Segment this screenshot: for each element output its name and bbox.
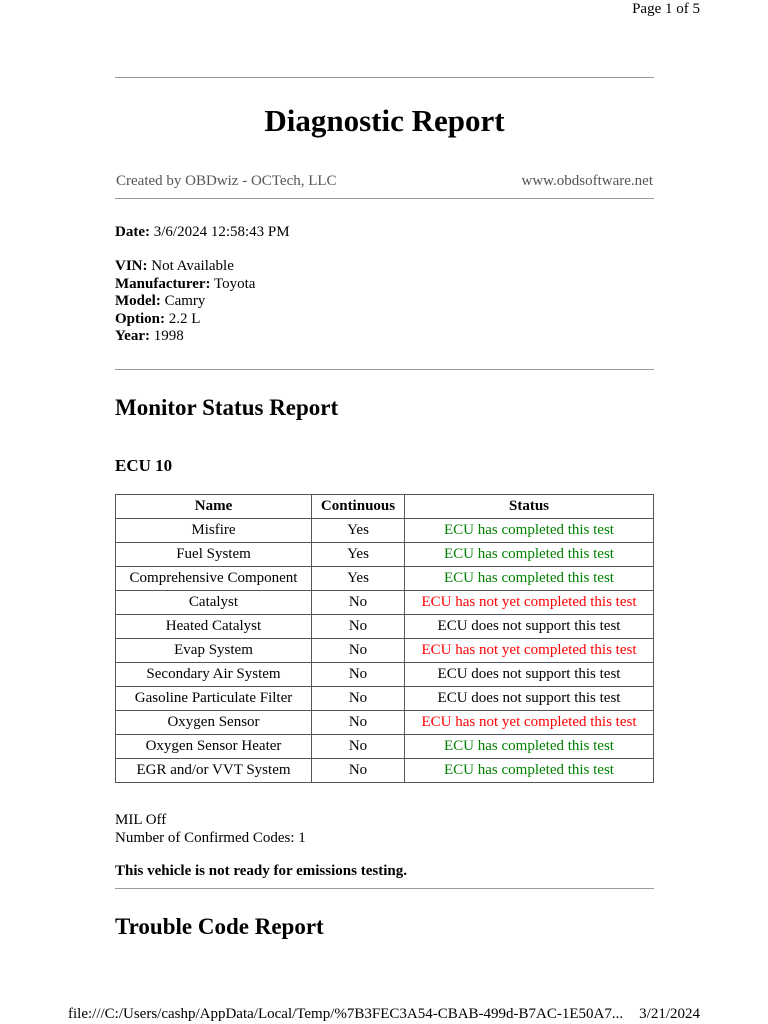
- option-line: [115, 311, 255, 329]
- confirmed-codes-count: Number of Confirmed Codes: 1: [115, 830, 306, 846]
- page-number: Page 1 of 5: [632, 1, 700, 17]
- monitor-divider: [115, 888, 654, 889]
- model-label: Model:: [115, 293, 161, 309]
- manufacturer-line: [115, 276, 255, 294]
- header-divider: [115, 198, 654, 199]
- table-row: [116, 519, 654, 543]
- continuous-cell: No: [312, 639, 405, 663]
- status-cell: ECU does not support this test: [405, 687, 654, 711]
- status-cell: ECU does not support this test: [405, 663, 654, 687]
- monitor-name-cell: Secondary Air System: [116, 663, 312, 687]
- vin-value: Not Available: [151, 258, 234, 274]
- year-value: 1998: [153, 328, 184, 344]
- continuous-cell: Yes: [312, 519, 405, 543]
- ecu-heading: ECU 10: [115, 456, 173, 475]
- readiness-statement: This vehicle is not ready for emissions testing.: [115, 863, 407, 879]
- mil-status: MIL Off: [115, 812, 167, 828]
- continuous-cell: Yes: [312, 567, 405, 591]
- continuous-cell: No: [312, 759, 405, 783]
- status-cell: ECU has completed this test: [405, 543, 654, 567]
- monitor-name-cell: Fuel System: [116, 543, 312, 567]
- table-row: [116, 759, 654, 783]
- status-cell: ECU has completed this test: [405, 567, 654, 591]
- monitor-name-cell: EGR and/or VVT System: [116, 759, 312, 783]
- trouble-code-heading: Trouble Code Report: [115, 914, 324, 939]
- status-cell: ECU has completed this test: [405, 735, 654, 759]
- table-row: [116, 711, 654, 735]
- website-link[interactable]: www.obdsoftware.net: [521, 173, 653, 189]
- table-row: [116, 615, 654, 639]
- vehicle-info: [115, 258, 255, 346]
- monitor-name-cell: Misfire: [116, 519, 312, 543]
- continuous-cell: No: [312, 735, 405, 759]
- status-cell: ECU does not support this test: [405, 615, 654, 639]
- option-value: 2.2 L: [168, 310, 201, 327]
- date-label: Date:: [115, 224, 150, 240]
- year-line: [115, 328, 255, 346]
- continuous-cell: No: [312, 687, 405, 711]
- table-row: [116, 735, 654, 759]
- continuous-cell: No: [312, 615, 405, 639]
- date-line: [115, 224, 290, 242]
- top-divider: [115, 77, 654, 78]
- model-value: Camry: [164, 293, 206, 309]
- continuous-cell: No: [312, 591, 405, 615]
- table-header-row: [116, 495, 654, 519]
- status-cell: ECU has not yet completed this test: [405, 711, 654, 735]
- table-row: [116, 639, 654, 663]
- monitor-name-cell: Heated Catalyst: [116, 615, 312, 639]
- table-row: [116, 687, 654, 711]
- year-label: Year:: [115, 328, 150, 344]
- table-row: [116, 663, 654, 687]
- monitor-name-cell: Gasoline Particulate Filter: [116, 687, 312, 711]
- continuous-cell: No: [312, 711, 405, 735]
- date-value: 3/6/2024 12:58:43 PM: [153, 224, 290, 240]
- monitor-status-table: [115, 494, 654, 783]
- manufacturer-label: Manufacturer:: [115, 275, 211, 292]
- monitor-name-cell: Catalyst: [116, 591, 312, 615]
- model-line: [115, 293, 255, 311]
- monitor-name-cell: Evap System: [116, 639, 312, 663]
- manufacturer-value: Toyota: [214, 275, 256, 292]
- print-date: 3/21/2024: [639, 1006, 700, 1022]
- table-row: [116, 591, 654, 615]
- file-path: file:///C:/Users/cashp/AppData/Local/Temp/%7B3FEC3A54-CBAB-499d-B7AC-1E50A7...: [68, 1006, 624, 1022]
- status-cell: ECU has not yet completed this test: [405, 639, 654, 663]
- monitor-name-cell: Comprehensive Component: [116, 567, 312, 591]
- table-row: [116, 567, 654, 591]
- status-cell: ECU has completed this test: [405, 519, 654, 543]
- vin-label: VIN:: [115, 258, 148, 274]
- table-row: [116, 543, 654, 567]
- monitor-name-cell: Oxygen Sensor: [116, 711, 312, 735]
- continuous-cell: Yes: [312, 543, 405, 567]
- option-label: Option:: [115, 310, 166, 327]
- creator-label: Created by OBDwiz - OCTech, LLC: [116, 173, 337, 189]
- column-header-name: Name: [116, 495, 312, 519]
- monitor-table-body: [116, 519, 654, 783]
- column-header-continuous: Continuous: [312, 495, 405, 519]
- status-cell: ECU has not yet completed this test: [405, 591, 654, 615]
- vin-line: [115, 258, 255, 276]
- info-divider: [115, 369, 654, 370]
- report-title: Diagnostic Report: [264, 103, 505, 138]
- monitor-name-cell: Oxygen Sensor Heater: [116, 735, 312, 759]
- status-cell: ECU has completed this test: [405, 759, 654, 783]
- continuous-cell: No: [312, 663, 405, 687]
- monitor-status-heading: Monitor Status Report: [115, 395, 339, 420]
- column-header-status: Status: [405, 495, 654, 519]
